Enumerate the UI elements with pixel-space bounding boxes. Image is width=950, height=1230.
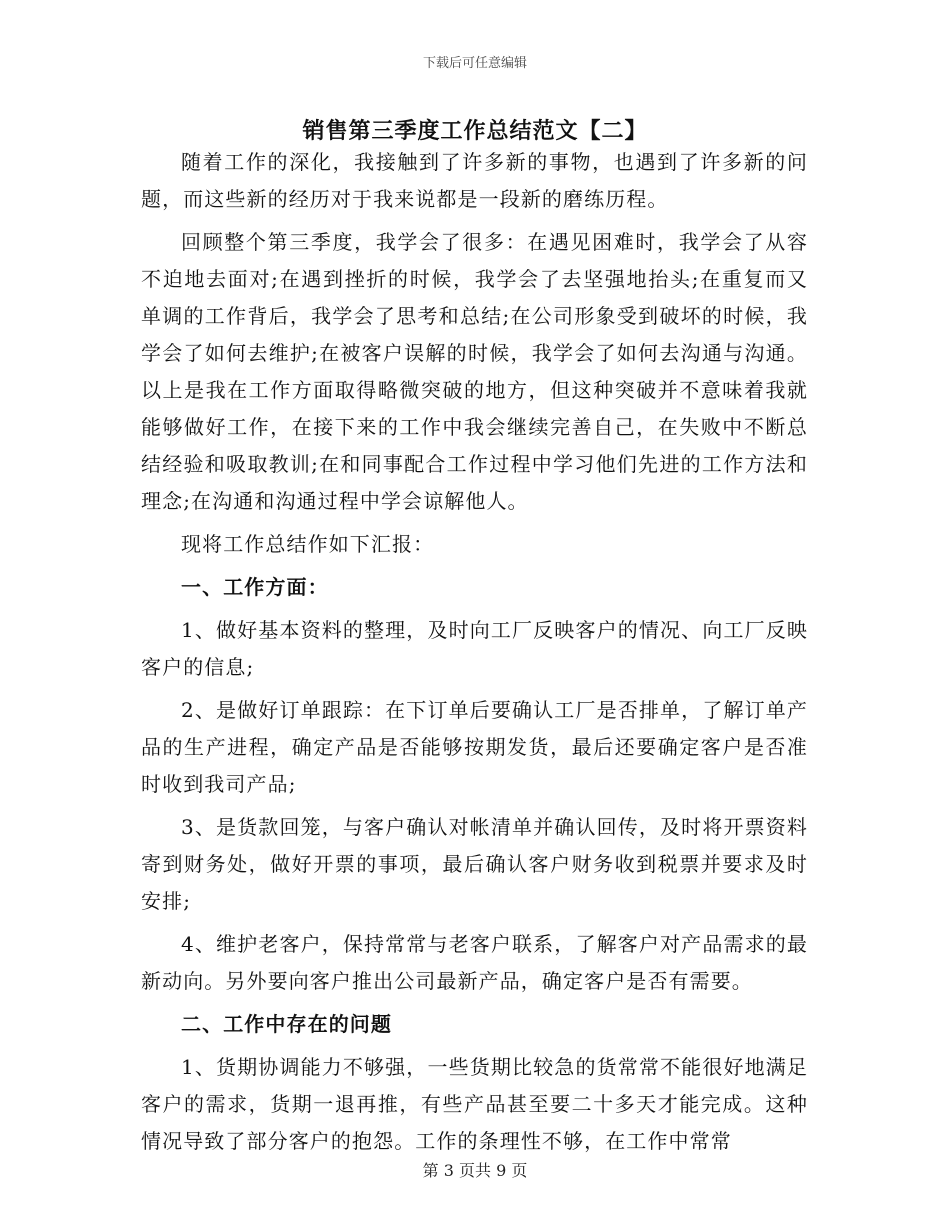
section-heading-problems: 二、工作中存在的问题 [181, 1012, 392, 1036]
document-title: 销售第三季度工作总结范文【二】 [302, 118, 648, 144]
problem-item-1: 1、货期协调能力不够强，一些货期比较急的货常常不能很好地满足客户的需求，货期一退再推，有些产品甚至要二十多天才能完成。这种情况导致了部分客户的抱怨。工作的条理性不够，在工作中常常 [141, 1055, 808, 1153]
section-heading-work: 一、工作方面： [181, 575, 329, 599]
list-item-1: 1、做好基本资料的整理，及时向工厂反映客户的情况、向工厂反映客户的信息; [141, 618, 808, 679]
paragraph-report-lead: 现将工作总结作如下汇报： [181, 532, 435, 556]
list-item-4: 4、维护老客户，保持常常与老客户联系，了解客户对产品需求的最新动向。另外要向客户推出公司最新产品，确定客户是否有需要。 [141, 932, 808, 993]
page-number-footer: 第 3 页共 9 页 [422, 1161, 528, 1180]
page-header-note: 下载后可任意编辑 [422, 56, 527, 71]
list-item-2: 2、是做好订单跟踪：在下订单后要确认工厂是否排单，了解订单产品的生产进程，确定产品是否能够按期发货，最后还要确定客户是否准时收到我司产品; [141, 698, 808, 796]
paragraph-intro: 随着工作的深化，我接触到了许多新的事物，也遇到了许多新的问题，而这些新的经历对于我来说都是一段新的磨练历程。 [141, 150, 808, 211]
list-item-3: 3、是货款回笼，与客户确认对帐清单并确认回传，及时将开票资料寄到财务处，做好开票的事项，最后确认客户财务收到税票并要求及时安排; [141, 815, 808, 913]
paragraph-review: 回顾整个第三季度，我学会了很多：在遇见困难时，我学会了从容不迫地去面对;在遇到挫折的时候，我学会了去坚强地抬头;在重复而又单调的工作背后，我学会了思考和总结;在公司形象受到破坏的时候，我学会了如何去维护;在被客户误解的时候，我学会了如何去沟通与沟通。以上是我在工作方面取得略微突破的地方，但这种突破并不意味着我就能够做好工作，在接下来的工作中我会继续完善自己，在失败中不断总结经验和吸取教训;在和同事配合工作过程中学习他们先进的工作方法和理念;在沟通和沟通过程中学会谅解他人。 [141, 230, 808, 513]
document-body [141, 144, 808, 1166]
